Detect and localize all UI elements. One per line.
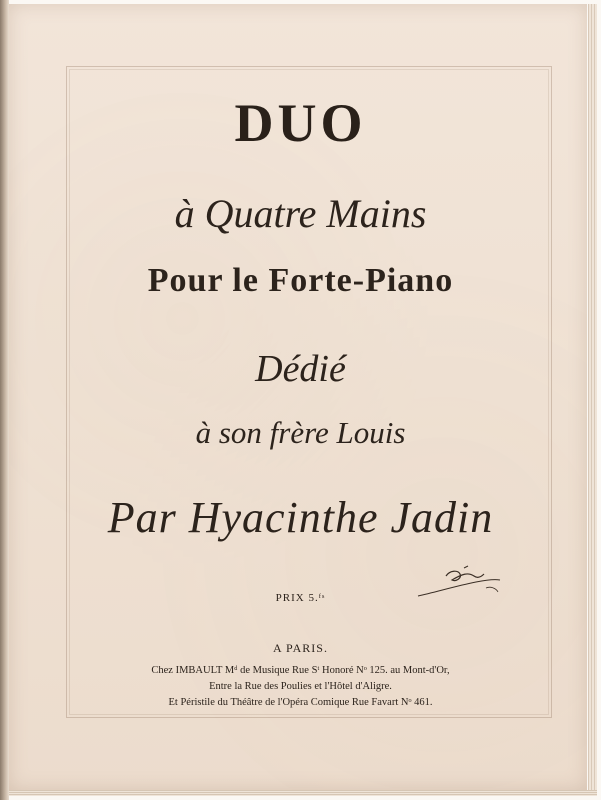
price-label: PRIX 5.ᶠˢ	[275, 592, 326, 604]
engraving-plate-mark	[66, 66, 552, 718]
instrument-line: Pour le Forte-Piano	[147, 262, 454, 299]
imprint-address-line-2: Entre la Rue des Poulies et l'Hôtel d'Aligre.	[209, 681, 392, 692]
plate-inner-border	[69, 69, 549, 715]
page-edges-bottom	[9, 790, 597, 796]
composer-line: Par Hyacinthe Jadin	[107, 493, 494, 542]
subtitle-quatre-mains: à Quatre Mains	[174, 191, 427, 236]
signature-flourish	[416, 562, 502, 602]
imprint-address-line-1: Chez IMBAULT Mᵈ de Musique Rue Sᵗ Honoré Nᵒ 125. au Mont-d'Or,	[151, 665, 450, 676]
dedication-word: Dédié	[255, 348, 346, 390]
imprint-address-line-3: Et Péristile du Théâtre de l'Opéra Comique Rue Favart Nᵒ 461.	[168, 697, 433, 708]
title-duo: DUO	[234, 93, 367, 153]
dedicatee-line: à son frère Louis	[195, 415, 406, 450]
imprint-city: A PARIS.	[273, 641, 328, 655]
